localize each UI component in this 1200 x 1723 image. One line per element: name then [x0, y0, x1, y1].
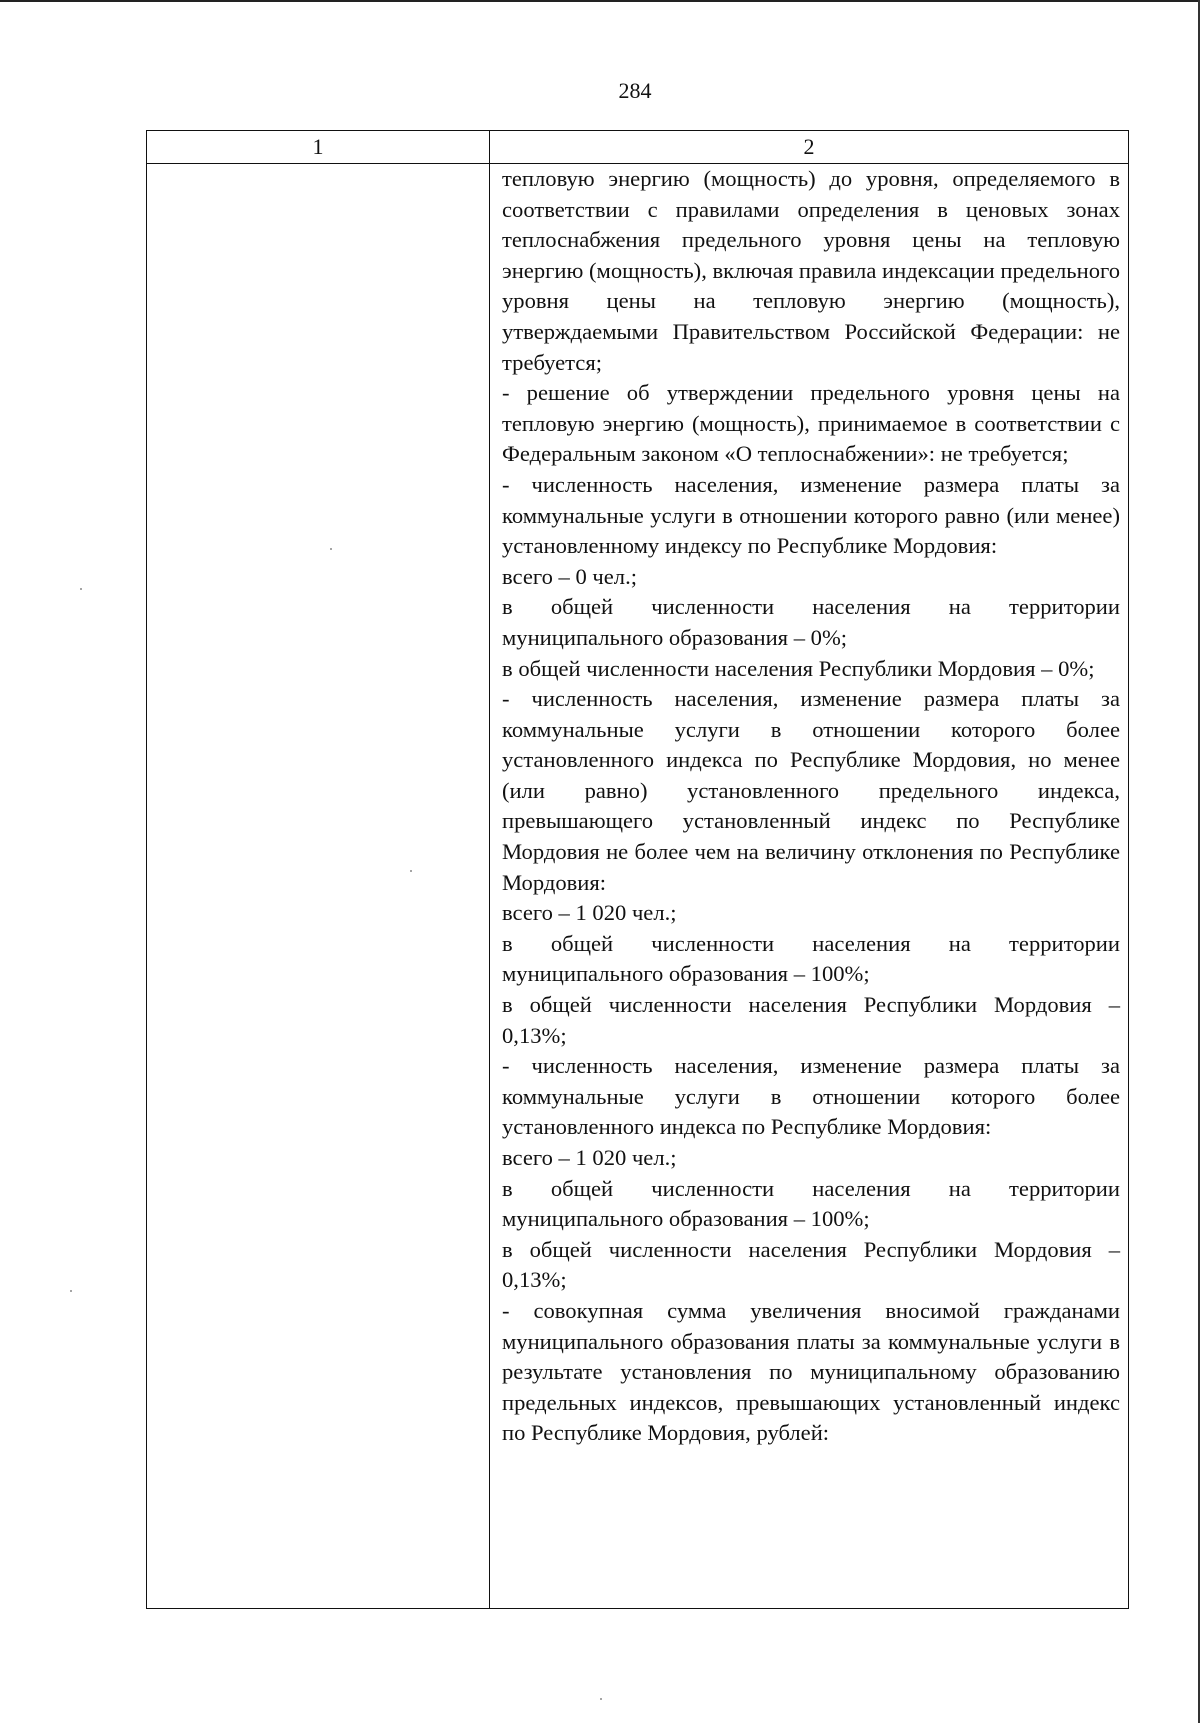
paragraph-population-equal-index: - численность населения, изменение размера платы за коммунальные услуги в отношении которого равно (или менее) установленному индексу по Республике Мордовия: [502, 471, 1120, 559]
paragraph-price-decision: - решение об утверждении предельного уровня цены на тепловую энергию (мощность), принимаемое в соответствии с Федеральным законом «О теплоснабжении»: не требуется; [502, 380, 1120, 467]
paragraph-total-1020-b: всего – 1 020 чел.; [502, 1145, 677, 1170]
table-header-row [147, 131, 1129, 164]
paragraph-republic-share-0: в общей численности населения Республики Мордовия – 0%; [502, 655, 1095, 681]
right-cell-content [490, 164, 1129, 1609]
page-number: 284 [618, 78, 652, 103]
paragraph-municipal-share-0: в общей численности населения на территории муниципального образования – 0%; [502, 594, 1120, 650]
paragraph-total-1020-a: всего – 1 020 чел.; [502, 900, 677, 926]
table-body-row [147, 164, 1129, 1609]
scan-speck [80, 588, 82, 590]
paragraph-republic-share-013-b: в общей численности населения Республики Мордовия – 0,13%; [502, 1236, 1120, 1293]
scan-speck [600, 1698, 602, 1700]
paragraph-total-payment-increase: - совокупная сумма увеличения вносимой гражданами муниципального образования платы за коммунальные услуги в результате установления по муниципальному образованию предельных индексов, превышающих установленный индекс по Республике Мордовия, рублей: [502, 1297, 1120, 1446]
column-header-2: 2 [490, 131, 1129, 164]
paragraph-total-0: всего – 0 чел.; [502, 563, 637, 589]
scan-speck [70, 1290, 72, 1292]
paragraph-population-above-index-below-limit: - численность населения, изменение размера платы за коммунальные услуги в отношении которого более установленного индекса по Республике Мордовия, но менее (или равно) установленного предельного индекса, превышающего установленный индекс по Республике Мордовия не более чем на величину отклонения по Республике Мордовия: [502, 686, 1120, 895]
scan-edge-top [0, 0, 1200, 2]
scan-speck [330, 548, 332, 550]
paragraph-municipal-share-100-a: в общей численности населения на территории муниципального образования – 100%; [502, 930, 1120, 987]
paragraph-municipal-share-100-b: в общей численности населения на территории муниципального образования – 100%; [502, 1175, 1120, 1232]
document-table [146, 130, 1129, 1609]
paragraph-population-above-index: - численность населения, изменение размера платы за коммунальные услуги в отношении которого более установленного индекса по Республике Мордовия: [502, 1053, 1120, 1140]
left-cell-empty [147, 164, 490, 1609]
paragraph-heat-energy-price-rules: тепловую энергию (мощность) до уровня, определяемого в соответствии с правилами определения в ценовых зонах теплоснабжения предельного уровня цены на тепловую энергию (мощность), включая правила индексации предельного уровня цены на тепловую энергию (мощность), утверждаемыми Правительством Российской Федерации: не требуется; [502, 166, 1120, 375]
column-header-1: 1 [147, 131, 490, 164]
scan-speck [410, 870, 412, 872]
paragraph-republic-share-013-a: в общей численности населения Республики Мордовия – 0,13%; [502, 992, 1120, 1048]
